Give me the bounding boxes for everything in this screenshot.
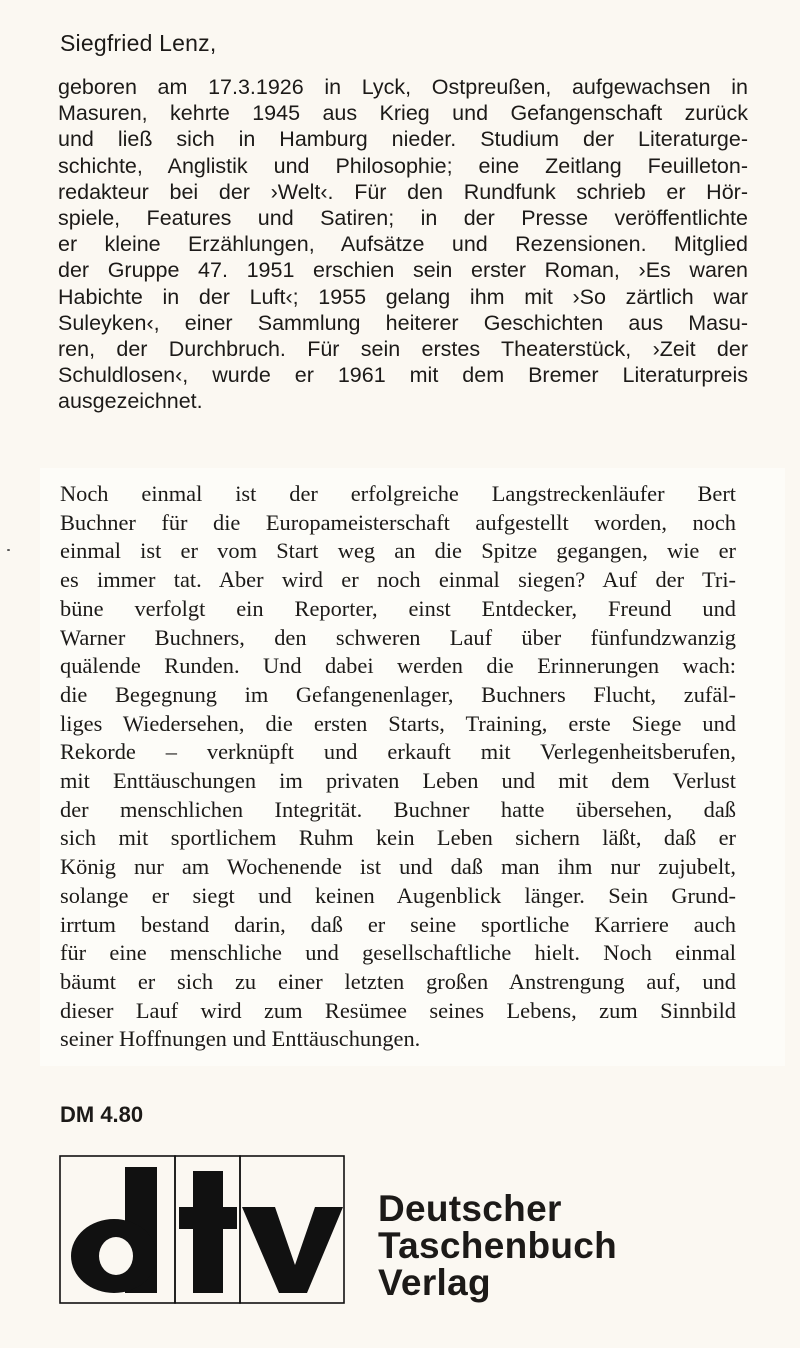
blurb-line: dieser Lauf wird zum Resümee seines Lebens, zum Sinnbild xyxy=(60,997,736,1023)
bio-line: spiele, Features und Satiren; in der Presse veröffentlichte xyxy=(58,206,748,231)
logo-letter-v xyxy=(242,1207,343,1293)
dtv-logo xyxy=(59,1155,345,1304)
bio-line: der Gruppe 47. 1951 erschien sein erster Roman, ›Es waren xyxy=(58,258,748,283)
bio-line: Suleyken‹, einer Sammlung heiterer Geschichten aus Masu- xyxy=(58,310,748,335)
blurb-line: der menschlichen Integrität. Buchner hatte übersehen, daß xyxy=(60,796,736,822)
blurb-line: solange er siegt und keinen Augenblick länger. Sein Grund- xyxy=(60,882,736,908)
blurb-line: liges Wiedersehen, die ersten Starts, Training, erste Siege und xyxy=(60,710,736,736)
blurb-line: Noch einmal ist der erfolgreiche Langstreckenläufer Bert xyxy=(60,481,736,506)
bio-line: redakteur bei der ›Welt‹. Für den Rundfunk schrieb er Hör- xyxy=(58,179,748,204)
blurb-line: quälende Runden. Und dabei werden die Erinnerungen wach: xyxy=(60,653,736,679)
author-biography xyxy=(58,74,748,415)
blurb-line: es immer tat. Aber wird er noch einmal siegen? Auf der Tri- xyxy=(60,567,736,593)
blurb-line: für eine menschliche und gesellschaftliche hielt. Noch einmal xyxy=(60,940,736,966)
blurb-line: die Begegnung im Gefangenenlager, Buchners Flucht, zufäl- xyxy=(60,681,736,707)
blurb-line: Warner Buchners, den schweren Lauf über fünfundzwanzig xyxy=(60,624,736,650)
blurb-line: seiner Hoffnungen und Enttäuschungen. xyxy=(60,1026,421,1052)
bio-line: er kleine Erzählungen, Aufsätze und Rezensionen. Mitglied xyxy=(58,232,748,257)
bio-line: Schuldlosen‹, wurde er 1961 mit dem Bremer Literaturpreis xyxy=(58,363,748,388)
blurb-line: König nur am Wochenende ist und daß man ihm nur zujubelt, xyxy=(60,854,736,880)
publisher-line-1: Deutscher xyxy=(378,1188,562,1229)
author-name: Siegfried Lenz, xyxy=(60,30,217,56)
publisher-line-3: Verlag xyxy=(378,1262,491,1303)
blurb-line: mit Enttäuschungen im privaten Leben und mit dem Verlust xyxy=(60,768,736,794)
bio-line: geboren am 17.3.1926 in Lyck, Ostpreußen, aufgewachsen in xyxy=(58,75,748,99)
bio-line: Habichte in der Luft‹; 1955 gelang ihm mit ›So zärtlich war xyxy=(58,284,748,309)
bio-line: ren, der Durchbruch. Für sein erstes Theaterstück, ›Zeit der xyxy=(58,337,748,362)
blurb-line: Buchner für die Europameisterschaft aufgestellt worden, noch xyxy=(60,509,736,535)
bio-line: schichte, Anglistik und Philosophie; eine Zeitlang Feuilleton- xyxy=(58,153,748,178)
blurb-line: Rekorde – verknüpft und erkauft mit Verlegenheitsberufen, xyxy=(60,739,736,765)
blurb-line: einmal ist er vom Start weg an die Spitze gegangen, wie er xyxy=(60,538,736,564)
blurb-line: irrtum bestand darin, daß er seine sportliche Karriere auch xyxy=(60,911,736,937)
blurb-line: büne verfolgt ein Reporter, einst Entdecker, Freund und xyxy=(60,595,736,621)
logo-letter-d xyxy=(71,1167,157,1293)
logo-letter-t xyxy=(179,1171,237,1293)
blurb-line: sich mit sportlichem Ruhm kein Leben sichern läßt, daß er xyxy=(60,825,736,851)
bio-line: ausgezeichnet. xyxy=(58,389,203,414)
price-label: DM 4.80 xyxy=(60,1102,144,1127)
publisher-name xyxy=(378,1190,617,1301)
paper-speck xyxy=(7,549,10,551)
blurb-line: bäumt er sich zu einer letzten großen Anstrengung auf, und xyxy=(60,968,736,994)
bio-line: Masuren, kehrte 1945 aus Krieg und Gefangenschaft zurück xyxy=(58,101,748,126)
bio-line: und ließ sich in Hamburg nieder. Studium der Literaturge- xyxy=(58,127,748,152)
publisher-line-2: Taschenbuch xyxy=(378,1225,618,1266)
book-blurb xyxy=(60,480,736,1054)
